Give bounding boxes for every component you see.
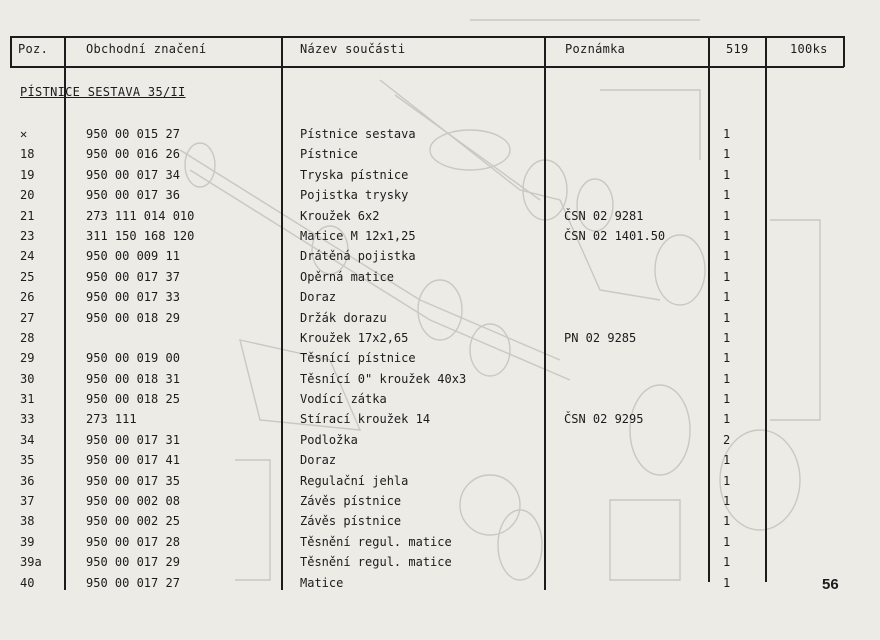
row-qty: 1 [723, 555, 731, 570]
row-qty: 2 [723, 432, 731, 447]
row-qty: 1 [723, 228, 731, 243]
row-name: Těsnění regul. matice [300, 555, 452, 570]
row-poz: 30 [20, 371, 35, 386]
row-code: 950 00 018 31 [86, 371, 180, 386]
row-code: 950 00 016 26 [86, 147, 180, 162]
row-name: Kroužek 6x2 [300, 208, 380, 223]
row-name: Těsnící 0" kroužek 40x3 [300, 371, 467, 386]
row-qty: 1 [723, 167, 731, 182]
row-qty: 1 [723, 575, 731, 590]
row-name: Opěrná matice [300, 269, 394, 284]
row-name: Drátěná pojistka [300, 249, 416, 264]
table-row [0, 124, 880, 144]
row-name: Vodící zátka [300, 392, 387, 407]
row-name: Závěs pístnice [300, 514, 402, 529]
table-row [0, 348, 880, 368]
row-name: Stírací kroužek 14 [300, 412, 431, 427]
table-row [0, 206, 880, 226]
row-qty: 1 [723, 412, 731, 427]
row-qty: 1 [723, 269, 731, 284]
table-row [0, 185, 880, 205]
row-qty: 1 [723, 310, 731, 325]
row-poz: 29 [20, 351, 35, 366]
table-row [0, 287, 880, 307]
header-name: Název součásti [300, 42, 406, 56]
parts-list [0, 124, 880, 593]
page-number: 56 [822, 576, 839, 593]
row-note: ČSN 02 1401.50 [564, 228, 666, 243]
row-code: 273 111 014 010 [86, 208, 195, 223]
row-poz: 24 [20, 249, 35, 264]
row-name: Těsnící pístnice [300, 351, 416, 366]
row-qty: 1 [723, 147, 731, 162]
row-qty: 1 [723, 127, 731, 141]
row-code: 950 00 017 27 [86, 575, 180, 590]
row-poz: 37 [20, 494, 35, 509]
table-row [0, 328, 880, 348]
row-code: 950 00 009 11 [86, 249, 180, 264]
row-name: Podložka [300, 432, 358, 447]
row-name: Pístnice [300, 147, 358, 162]
table-row [0, 409, 880, 429]
row-name: Závěs pístnice [300, 494, 402, 509]
row-poz: 40 [20, 575, 35, 590]
row-code: 950 00 017 29 [86, 555, 180, 570]
row-qty: 1 [723, 473, 731, 488]
table-row [0, 246, 880, 266]
row-qty: 1 [723, 290, 731, 305]
table-row [0, 471, 880, 491]
header-note: Poznámka [565, 42, 626, 56]
row-note: ČSN 02 9281 [564, 208, 644, 223]
row-poz: 23 [20, 228, 35, 243]
row-code: 950 00 002 25 [86, 514, 180, 529]
row-poz: 38 [20, 514, 35, 529]
row-poz: 28 [20, 330, 35, 345]
row-poz: 39 [20, 534, 35, 549]
row-code: 950 00 017 35 [86, 473, 180, 488]
table-row [0, 532, 880, 552]
frame-header-bottom [10, 66, 844, 68]
header-poz: Poz. [18, 42, 49, 56]
row-poz: 35 [20, 453, 35, 468]
row-code: 950 00 017 31 [86, 432, 180, 447]
row-name: Těsnění regul. matice [300, 534, 452, 549]
row-qty: 1 [723, 330, 731, 345]
row-code: 950 00 017 34 [86, 167, 180, 182]
row-qty: 1 [723, 453, 731, 468]
section-title: PÍSTNICE SESTAVA 35/II [20, 85, 186, 99]
row-poz: 27 [20, 310, 35, 325]
row-name: Regulační jehla [300, 473, 409, 488]
frame-top [10, 36, 844, 38]
frame-left [10, 36, 12, 67]
row-poz: ✕ [20, 127, 28, 141]
row-qty: 1 [723, 371, 731, 386]
row-note: PN 02 9285 [564, 330, 637, 345]
table-row [0, 573, 880, 593]
row-qty: 1 [723, 392, 731, 407]
row-poz: 21 [20, 208, 35, 223]
row-poz: 26 [20, 290, 35, 305]
row-qty: 1 [723, 494, 731, 509]
row-name: Doraz [300, 290, 337, 305]
row-qty: 1 [723, 208, 731, 223]
table-row [0, 226, 880, 246]
row-poz: 34 [20, 432, 35, 447]
row-poz: 25 [20, 269, 35, 284]
table-row [0, 165, 880, 185]
table-row [0, 389, 880, 409]
row-name: Pojistka trysky [300, 188, 409, 203]
table-row [0, 552, 880, 572]
row-code: 950 00 015 27 [86, 127, 180, 141]
table-row [0, 308, 880, 328]
row-code: 950 00 002 08 [86, 494, 180, 509]
row-poz: 36 [20, 473, 35, 488]
table-row [0, 491, 880, 511]
row-code: 950 00 017 41 [86, 453, 180, 468]
table-row [0, 511, 880, 531]
row-code: 950 00 018 29 [86, 310, 180, 325]
row-code: 950 00 019 00 [86, 351, 180, 366]
row-poz: 20 [20, 188, 35, 203]
row-poz: 18 [20, 147, 35, 162]
table-row [0, 430, 880, 450]
row-name: Kroužek 17x2,65 [300, 330, 409, 345]
row-qty: 1 [723, 534, 731, 549]
header-col-519: 519 [726, 42, 749, 56]
row-qty: 1 [723, 351, 731, 366]
row-qty: 1 [723, 188, 731, 203]
row-code: 950 00 017 33 [86, 290, 180, 305]
row-qty: 1 [723, 514, 731, 529]
row-poz: 39a [20, 555, 42, 570]
row-qty: 1 [723, 249, 731, 264]
row-code: 950 00 017 37 [86, 269, 180, 284]
row-name: Tryska pístnice [300, 167, 409, 182]
table-row [0, 267, 880, 287]
row-code: 950 00 018 25 [86, 392, 180, 407]
row-code: 950 00 017 28 [86, 534, 180, 549]
header-code: Obchodní značení [86, 42, 207, 56]
row-poz: 31 [20, 392, 35, 407]
row-poz: 33 [20, 412, 35, 427]
header-col-100ks: 100ks [790, 42, 828, 56]
row-name: Matice [300, 575, 344, 590]
row-poz: 19 [20, 167, 35, 182]
table-row [0, 144, 880, 164]
row-code: 950 00 017 36 [86, 188, 180, 203]
row-name: Matice M 12x1,25 [300, 228, 416, 243]
row-name: Držák dorazu [300, 310, 387, 325]
table-row [0, 450, 880, 470]
row-name: Pístnice sestava [300, 127, 416, 141]
row-code: 273 111 [86, 412, 137, 427]
row-note: ČSN 02 9295 [564, 412, 644, 427]
row-code: 311 150 168 120 [86, 228, 195, 243]
row-name: Doraz [300, 453, 337, 468]
frame-right [843, 36, 845, 67]
table-row [0, 369, 880, 389]
